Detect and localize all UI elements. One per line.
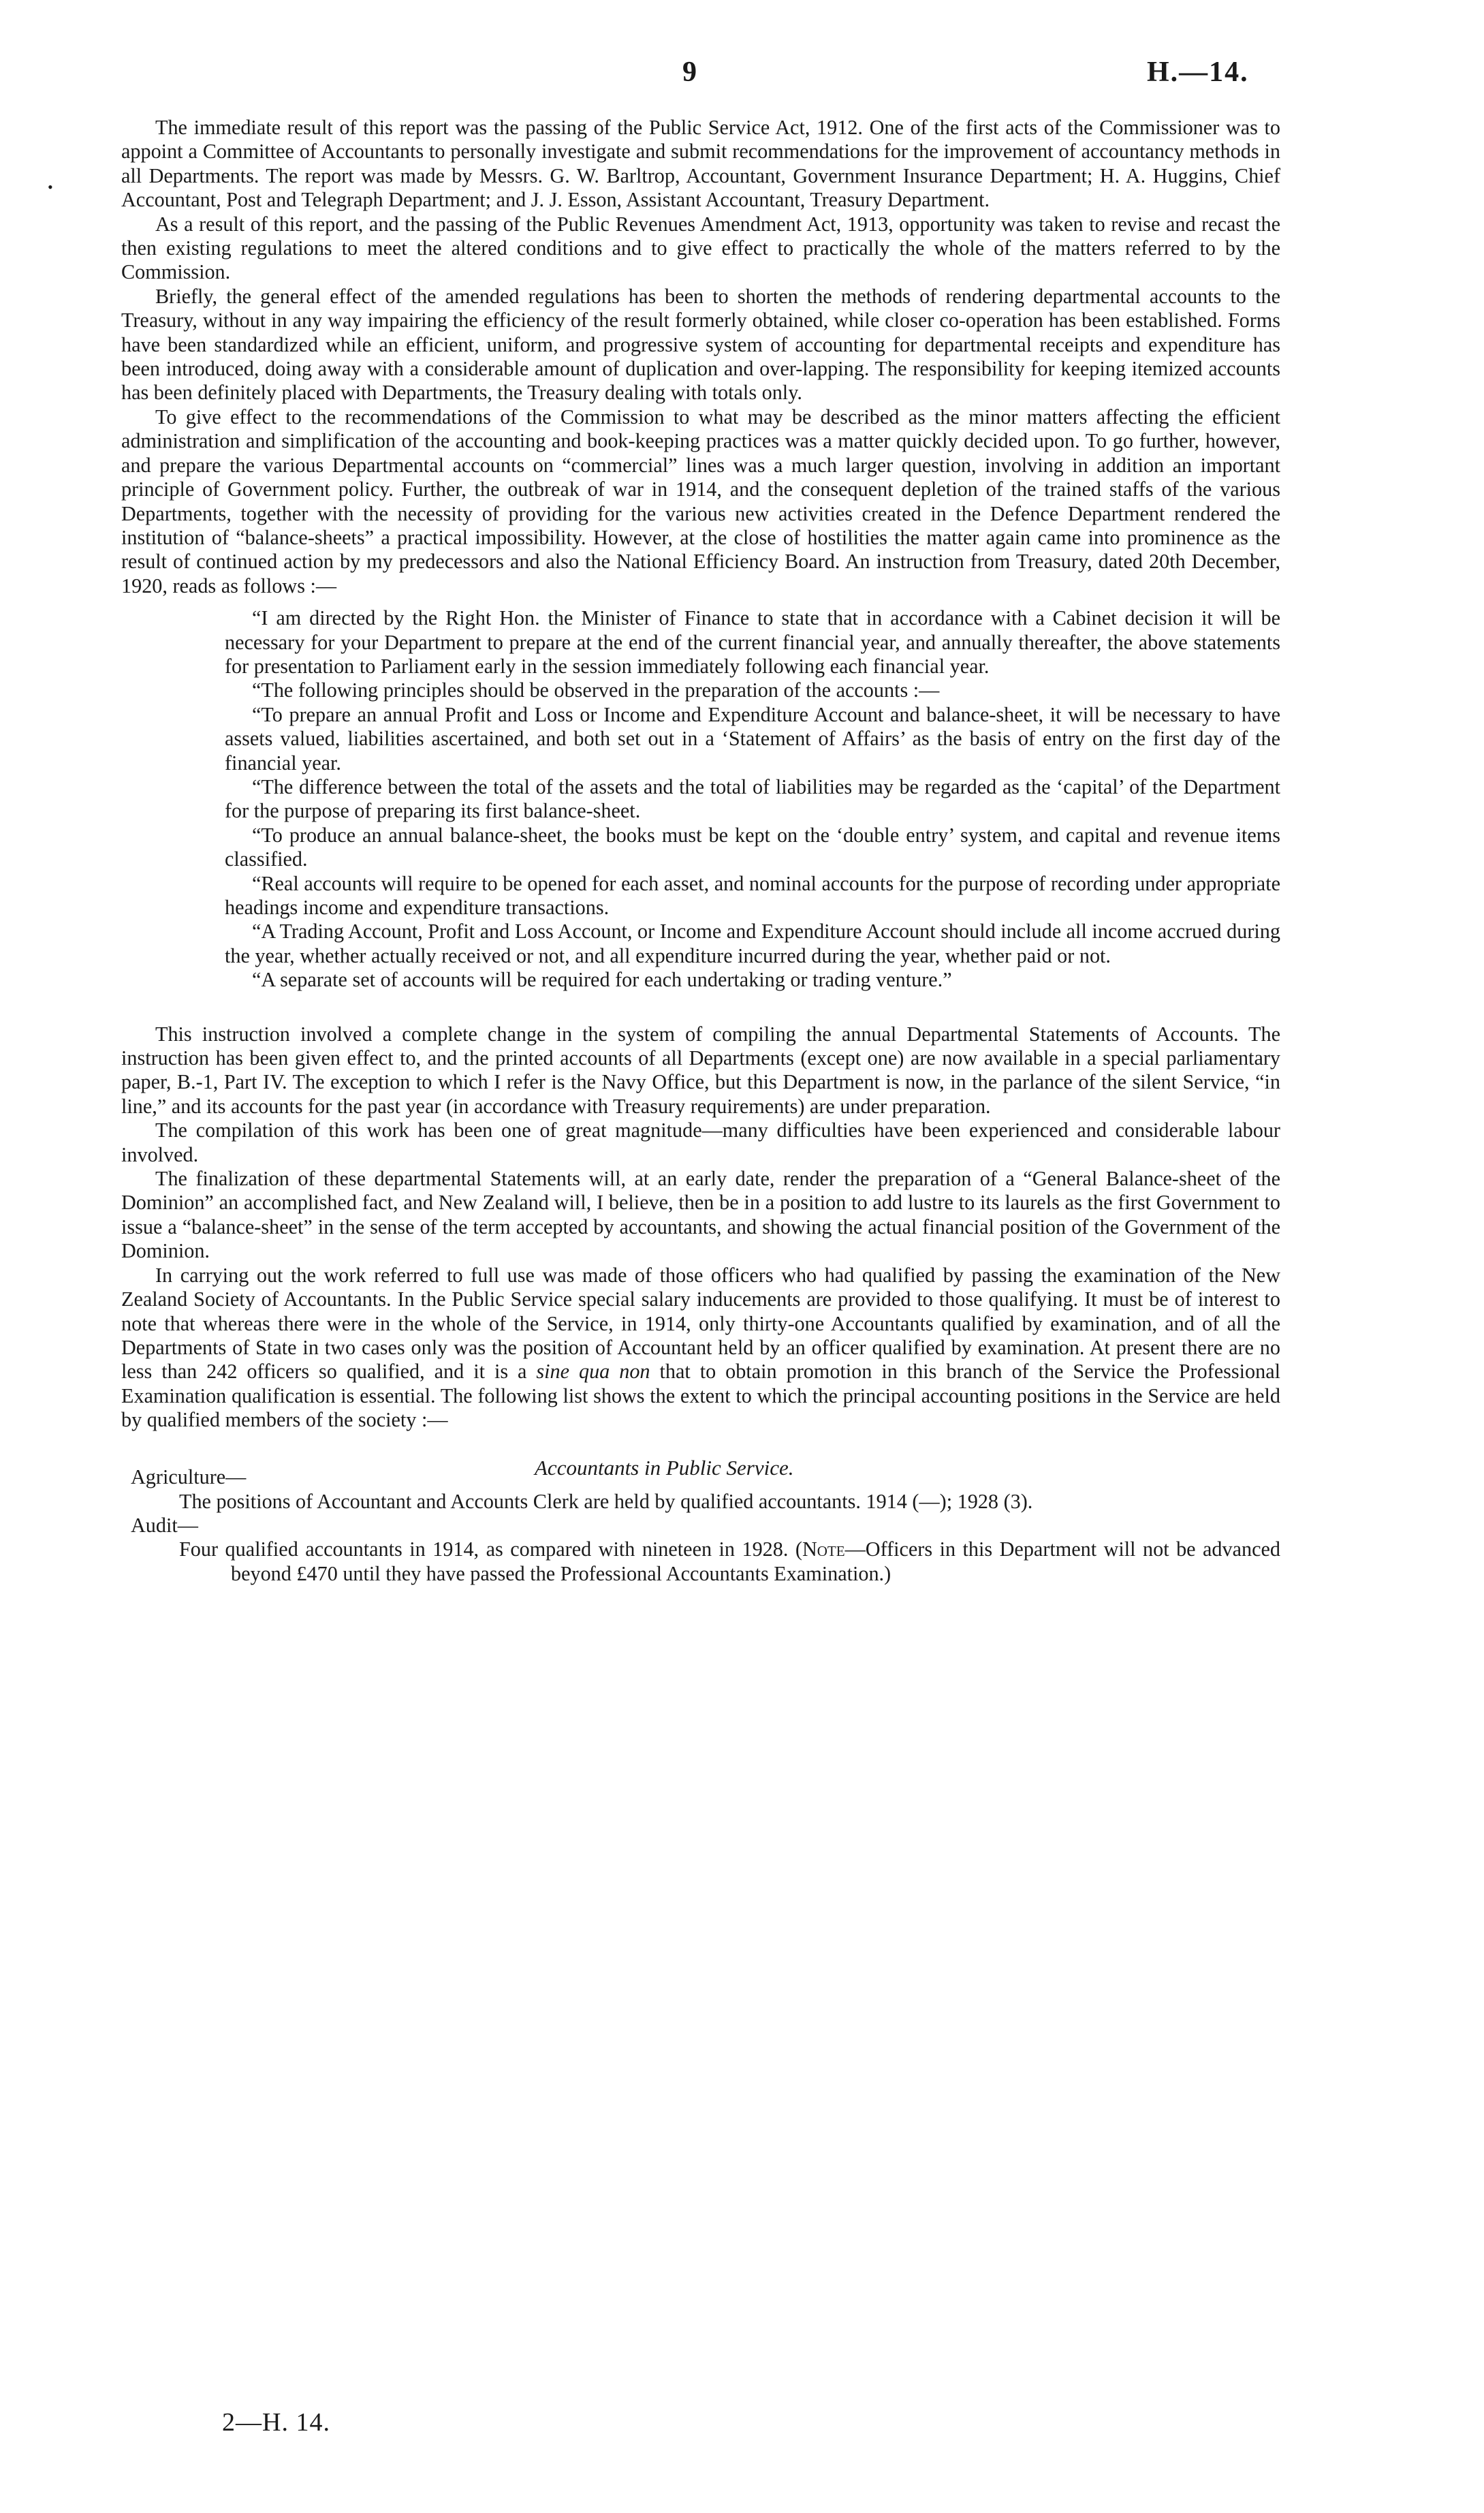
quote-paragraph: “I am directed by the Right Hon. the Minister of Finance to state that in accordance with a Cabinet decision it will be necessary for your Department to prepare at the end of the current financial year, and annually thereafter, the above statements for presentation to Parliament early in the session immediately following each financial year. [225,606,1280,678]
page-number: 9 [682,57,697,88]
paragraph-qualified-officers [121,1264,1280,1433]
list-header [121,1456,1280,1490]
list-title: Accountants in Public Service. [535,1455,794,1480]
treasury-instruction-quote [225,606,1280,993]
note-label: Note [802,1538,845,1561]
paragraph-text: In carrying out the work referred to full use was made of those officers who had qualified by passing the examination of the New Zealand Society of Accountants. In the Public Service special salary inducements are provided to those qualifying. It must be of interest to note that whereas there were in the whole of the Service, in 1914, only thirty-one Accountants qualified by examination, and of all the Departments of State in two cases only was the position of Accountant held by an officer qualified by examination. At present there are no less than 242 officers so qualified, and it is a [121,1263,1280,1384]
paragraph-text: that to obtain promotion in this branch of the Service the Professional Examination qualification is essential. The following list shows the extent to which the principal accounting positions in the Service are held by qualified members of the society :— [121,1360,1280,1432]
quote-paragraph: “A separate set of accounts will be required for each undertaking or trading venture.” [252,968,952,992]
quote-paragraph: “To produce an annual balance-sheet, the books must be kept on the ‘double entry’ system, and capital and revenue items classified. [225,823,1280,871]
entry-text: —Officers in this Department will not be advanced beyond £470 until they have passed the Professional Accountants Examination.) [231,1538,1281,1585]
paragraph-instruction-effect: This instruction involved a complete change in the system of compiling the annual Departmental Statements of Accounts. The instruction has been given effect to, and the printed accounts of all Departments (except one) are now available in a special parliamentary paper, B.-1, Part IV. The exception to which I refer is the Navy Office, but this Department is now, in the parlance of the silent Service, “in line,” and its accounts for the past year (in accordance with Treasury requirements) are under preparation. [121,1022,1280,1118]
category-agriculture: Agriculture— [131,1465,247,1488]
paragraph-general-balance-sheet: The finalization of these departmental Statements will, at an early date, render the preparation of a “General Balance-sheet of the Dominion” an accomplished fact, and New Zealand will, I believe, then be in a position to add lustre to its laurels as the first Government to issue a “balance-sheet” in the sense of the term accepted by accountants, and showing the actual financial position of the Government of the Dominion. [121,1167,1280,1263]
report-body [121,116,1280,1586]
margin-mark: • [48,178,53,196]
entry-text: Four qualified accountants in 1914, as compared with nineteen in 1928. ( [179,1538,802,1561]
quote-paragraph: “Real accounts will require to be opened for each asset, and nominal accounts for the purpose of recording under appropriate headings income and expenditure transactions. [225,871,1280,919]
latin-phrase: sine qua non [536,1360,650,1384]
paragraph-commercial-lines: To give effect to the recommendations of the Commission to what may be described as the minor matters affecting the efficient administration and simplification of the accounting and book-keeping practices was a matter quickly decided upon. To go further, however, and prepare the various Departmental accounts on “commercial” lines was a much larger question, involving in addition an important principle of Government policy. Further, the outbreak of war in 1914, and the consequent depletion of the trained staffs of the various Departments, together with the necessity of providing for the various new activities created in the Defence Department rendered the institution of “balance-sheets” a practical impossibility. However, at the close of hostilities the matter again came into prominence as the result of continued action by my predecessors and also the National Efficiency Board. An instruction from Treasury, dated 20th December, 1920, reads as follows :— [121,405,1280,597]
paragraph-compilation: The compilation of this work has been one of great magnitude—many difficulties have been experienced and considerable labour involved. [121,1119,1280,1166]
report-reference: H.—14. [1147,57,1249,88]
entry-agriculture: The positions of Accountant and Accounts Clerk are held by qualified accountants. 1914 (—); 1928 (3). [179,1489,1033,1513]
quote-paragraph: “A Trading Account, Profit and Loss Account, or Income and Expenditure Account should include all income accrued during the year, whether actually received or not, and all expenditure incurred during the year, whether paid or not. [225,920,1280,967]
sheet-reference: 2—H. 14. [222,2408,330,2437]
paragraph-public-service-act: The immediate result of this report was the passing of the Public Service Act, 1912. One of the first acts of the Commissioner was to appoint a Committee of Accountants to personally investigate and submit recommendations for the improvement of accountancy methods in all Departments. The report was made by Messrs. G. W. Barltrop, Accountant, Government Insurance Department; H. A. Huggins, Chief Accountant, Post and Telegraph Department; and J. J. Esson, Assistant Accountant, Treasury Department. [121,116,1280,212]
paragraph-revenues-amendment: As a result of this report, and the passing of the Public Revenues Amendment Act, 1913, opportunity was taken to revise and recast the then existing regulations to meet the altered conditions and to give effect to practically the whole of the matters referred to by the Commission. [121,212,1280,284]
quote-paragraph: “To prepare an annual Profit and Loss or Income and Expenditure Account and balance-sheet, it will be necessary to have assets valued, liabilities ascertained, and both set out in a ‘Statement of Affairs’ as the basis of entry on the first day of the financial year. [225,702,1280,775]
paragraph-amended-regulations: Briefly, the general effect of the amended regulations has been to shorten the methods of rendering departmental accounts to the Treasury, without in any way impairing the efficiency of the result formerly obtained, while closer co-operation has been established. Forms have been standardized while an efficient, uniform, and progressive system of accounting for departmental receipts and expenditure has been introduced, doing away with a considerable amount of duplication and over-lapping. The responsibility for keeping itemized accounts has been definitely placed with Departments, the Treasury dealing with totals only. [121,284,1280,405]
quote-paragraph: “The difference between the total of the assets and the total of liabilities may be regarded as the ‘capital’ of the Department for the purpose of preparing its first balance-sheet. [225,775,1280,823]
quote-paragraph: “The following principles should be observed in the preparation of the accounts :— [252,678,940,702]
category-audit: Audit— [131,1513,198,1537]
entry-audit [179,1538,1280,1586]
